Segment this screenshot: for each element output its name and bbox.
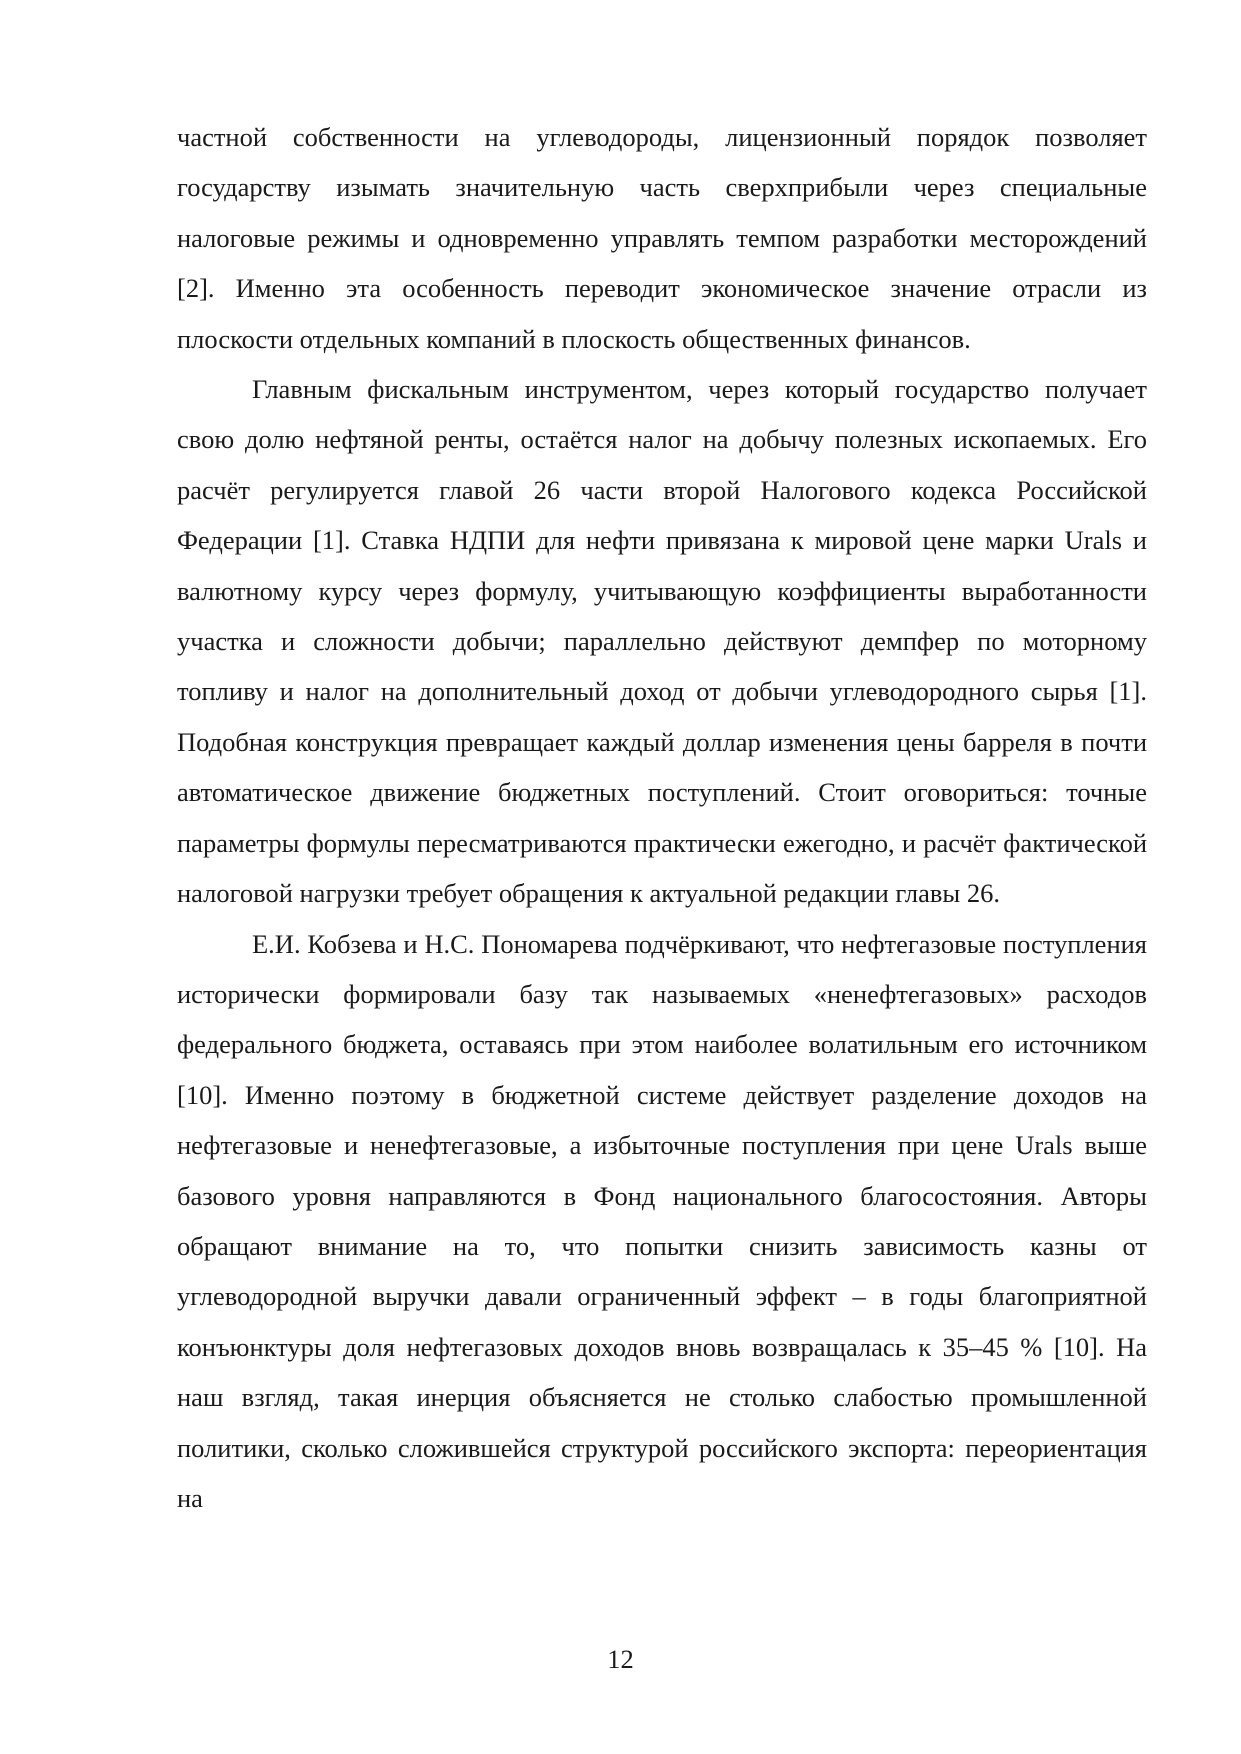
paragraph-1: частной собственности на углеводороды, лицензионный порядок позволяет государству изымать значительную часть сверхприбыли через специальные налоговые режимы и одновременно управлять темпом разработки месторождений [2]. Именно эта особенность переводит экономическое значение отрасли из плоскости отдельных компаний в плоскость общественных финансов. [177, 122, 1147, 354]
page-number: 12 [607, 1644, 634, 1674]
paragraph-2: Главным фискальным инструментом, через который государство получает свою долю нефтяной ренты, остаётся налог на добычу полезных ископаемых. Его расчёт регулируется главой 26 части второй Налогового кодекса Российской Федерации [1]. Ставка НДПИ для нефти привязана к мировой цене марки Urals и валютному курсу через формулу, учитывающую коэффициенты выработанности участка и сложности добычи; параллельно действуют демпфер по моторному топливу и налог на дополнительный доход от добычи углеводородного сырья [1]. Подобная конструкция превращает каждый доллар изменения цены барреля в почти автоматическое движение бюджетных поступлений. Стоит оговориться: точные параметры формулы пересматриваются практически ежегодно, и расчёт фактической налоговой нагрузки требует обращения к актуальной редакции главы 26. [177, 374, 1147, 909]
paragraph-3: Е.И. Кобзева и Н.С. Пономарева подчёркивают, что нефтегазовые поступления исторически формировали базу так называемых «ненефтегазовых» расходов федерального бюджета, оставаясь при этом наиболее волатильным его источником [10]. Именно поэтому в бюджетной системе действует разделение доходов на нефтегазовые и ненефтегазовые, а избыточные поступления при цене Urals выше базового уровня направляются в Фонд национального благосостояния. Авторы обращают внимание на то, что попытки снизить зависимость казны от углеводородной выручки давали ограниченный эффект – в годы благоприятной конъюнктуры доля нефтегазовых доходов вновь возвращалась к 35–45 % [10]. На наш взгляд, такая инерция объясняется не столько слабостью промышленной политики, сколько сложившейся структурой российского экспорта: переориентация на [177, 928, 1147, 1513]
body-text [177, 112, 1147, 1523]
